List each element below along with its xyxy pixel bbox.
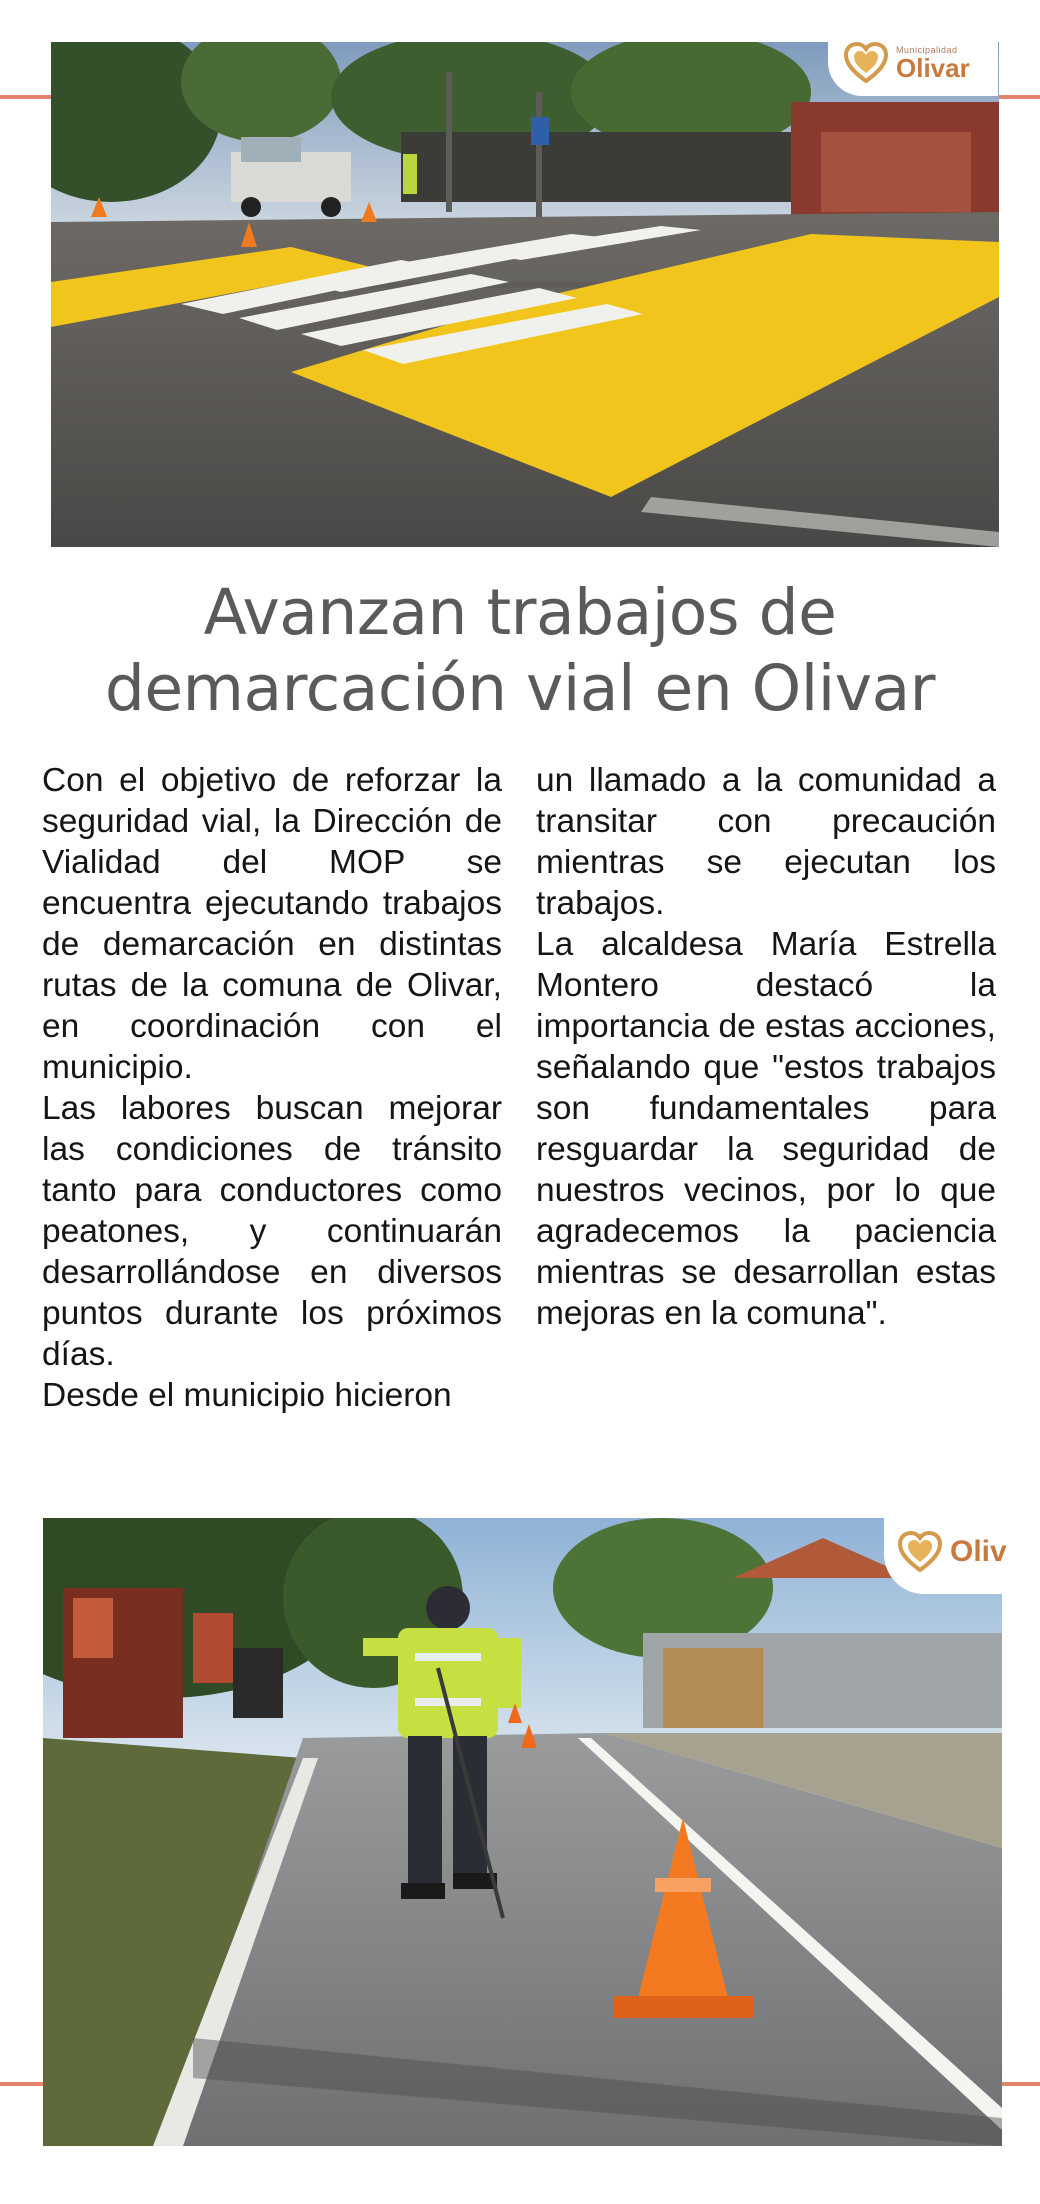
heart-logo-icon: [898, 1530, 942, 1574]
decorative-rule: [0, 95, 52, 99]
logo-tagline: Municipalidad: [896, 44, 958, 55]
article-column-left: [42, 760, 502, 1416]
article-headline: [40, 575, 1000, 727]
logo-name: Olivar: [896, 52, 970, 83]
decorative-rule: [0, 2082, 46, 2086]
crosswalk-photo: [51, 42, 999, 547]
article-paragraph: Las labores buscan mejorar las condiciones de tránsito tanto para conductores como peatones, y continuarán desarrollándose en diversos puntos durante los próximos días.: [42, 1090, 502, 1373]
olivar-logo: [828, 30, 998, 96]
logo-name: Oliv: [950, 1535, 1007, 1568]
article-paragraph: un llamado a la comunidad a transitar con precaución mientras se ejecutan los trabajos.: [536, 762, 996, 922]
article-paragraph: La alcaldesa María Estrella Montero destacó la importancia de estas acciones, señalando que "estos trabajos son fundamentales para resguardar la seguridad de nuestros vecinos, por lo que agradecemos la paciencia mientras se desarrollan estas mejoras en la comuna".: [536, 926, 996, 1332]
article-column-right: [536, 760, 996, 1334]
olivar-logo: [884, 1510, 1007, 1594]
road-worker-photo: [43, 1518, 1002, 2146]
heart-logo-icon: [844, 41, 888, 85]
headline-line-2: demarcación vial en Olivar: [104, 652, 936, 725]
headline-line-1: Avanzan trabajos de: [203, 576, 837, 649]
article-paragraph: Con el objetivo de reforzar la seguridad vial, la Dirección de Vialidad del MOP se encuentra ejecutando trabajos de demarcación en distintas rutas de la comuna de Olivar, en coordinación con el municipio.: [42, 762, 502, 1086]
article-paragraph: Desde el municipio hicieron: [42, 1377, 452, 1414]
decorative-rule: [1000, 2082, 1040, 2086]
